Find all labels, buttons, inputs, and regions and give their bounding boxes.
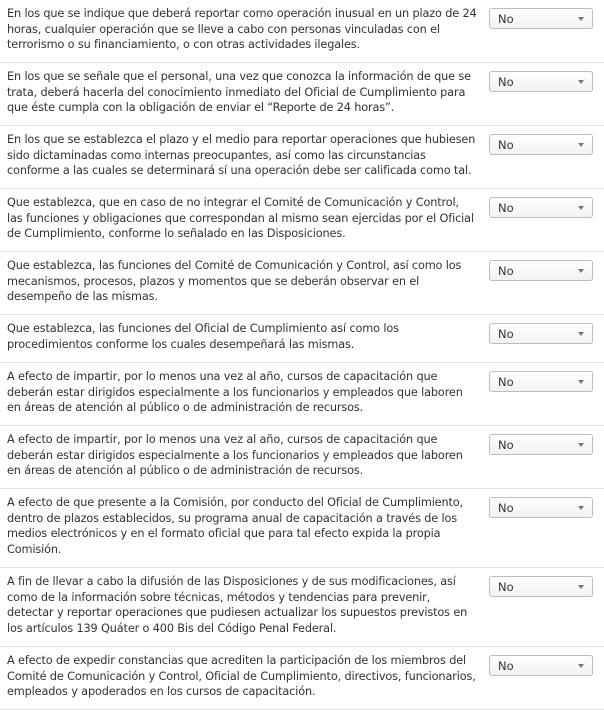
chevron-down-icon (578, 664, 584, 668)
answer-select[interactable] (489, 655, 593, 676)
select-value: No (498, 580, 514, 594)
list-item (0, 315, 604, 363)
select-value: No (498, 75, 514, 89)
answer-select[interactable] (489, 576, 593, 597)
list-item (0, 568, 604, 647)
list-item (0, 363, 604, 426)
requirement-text: A efecto de impartir, por lo menos una vez al año, cursos de capacitación que deberán estar dirigidos especialmente a los funcionarios y empleados que laboren en áreas de atención al público o de administración de recursos. (7, 433, 463, 478)
requirement-text: En los que se señale que el personal, una vez que conozca la información de que se trata, deberá hacerla del conocimiento inmediato del Oficial de Cumplimiento para que éste cumpla con la obligación de enviar el “Reporte de 24 horas”. (7, 70, 471, 115)
select-value: No (498, 12, 514, 26)
list-item (0, 426, 604, 489)
list-item (0, 252, 604, 315)
chevron-down-icon (578, 80, 584, 84)
select-value: No (498, 201, 514, 215)
list-item (0, 189, 604, 252)
requirement-text: Que establezca, las funciones del Oficial de Cumplimiento así como los procedimientos conforme los cuales desempeñará las mismas. (7, 322, 399, 351)
answer-select[interactable] (489, 260, 593, 281)
requirement-text: A efecto de impartir, por lo menos una vez al año, cursos de capacitación que deberán estar dirigidos especialmente a los funcionarios y empleados que laboren en áreas de atención al público o de administración de recursos. (7, 370, 463, 415)
answer-select[interactable] (489, 497, 593, 518)
chevron-down-icon (578, 17, 584, 21)
select-value: No (498, 264, 514, 278)
requirement-text: En los que se establezca el plazo y el medio para reportar operaciones que hubiesen sido dictaminadas como internas preocupantes, así como las circunstancias conforme a las cuales se determinará sí una operación debe ser calificada como tal. (7, 133, 476, 178)
select-value: No (498, 327, 514, 341)
chevron-down-icon (578, 332, 584, 336)
requirement-text: A fin de llevar a cabo la difusión de las Disposiciones y de sus modificaciones, así como de la información sobre técnicas, métodos y tendencias para prevenir, detectar y reportar operaciones que pudiesen actualizar los supuestos previstos en los artículos 139 Quáter o 400 Bis del Código Penal Federal. (7, 575, 468, 635)
list-item (0, 126, 604, 189)
list-item (0, 63, 604, 126)
chevron-down-icon (578, 269, 584, 273)
chevron-down-icon (578, 506, 584, 510)
chevron-down-icon (578, 143, 584, 147)
requirement-text: En los que se indique que deberá reportar como operación inusual en un plazo de 24 horas, cualquier operación que se lleve a cabo con personas vinculadas con el terrorismo o su financiamiento, o con otras actividades ilegales. (7, 7, 477, 52)
select-value: No (498, 138, 514, 152)
select-value: No (498, 438, 514, 452)
answer-select[interactable] (489, 8, 593, 29)
list-item (0, 0, 604, 63)
answer-select[interactable] (489, 434, 593, 455)
select-value: No (498, 501, 514, 515)
select-value: No (498, 375, 514, 389)
list-item (0, 489, 604, 568)
requirement-text: Que establezca, las funciones del Comité de Comunicación y Control, así como los mecanismos, procesos, plazos y momentos que se deberán observar en el desempeño de las mismas. (7, 259, 462, 304)
requirement-text: A efecto de que presente a la Comisión, por conducto del Oficial de Cumplimiento, dentro de plazos establecidos, su programa anual de capacitación a través de los medios electrónicos y en el formato oficial que para tal efecto expida la propia Comisión. (7, 496, 463, 556)
select-value: No (498, 659, 514, 673)
answer-select[interactable] (489, 323, 593, 344)
answer-select[interactable] (489, 134, 593, 155)
chevron-down-icon (578, 206, 584, 210)
requirement-text: A efecto de expedir constancias que acrediten la participación de los miembros del Comité de Comunicación y Control, Oficial de Cumplimiento, directivos, funcionarios, empleados y apoderados en los cursos de capacitación. (7, 654, 476, 699)
answer-select[interactable] (489, 197, 593, 218)
chevron-down-icon (578, 443, 584, 447)
chevron-down-icon (578, 585, 584, 589)
chevron-down-icon (578, 380, 584, 384)
requirement-text: Que establezca, que en caso de no integrar el Comité de Comunicación y Control, las funciones y obligaciones que correspondan al mismo sean ejercidas por el Oficial de Cumplimiento, conforme lo señalado en las Disposiciones. (7, 196, 474, 241)
answer-select[interactable] (489, 371, 593, 392)
list-item (0, 647, 604, 710)
answer-select[interactable] (489, 71, 593, 92)
